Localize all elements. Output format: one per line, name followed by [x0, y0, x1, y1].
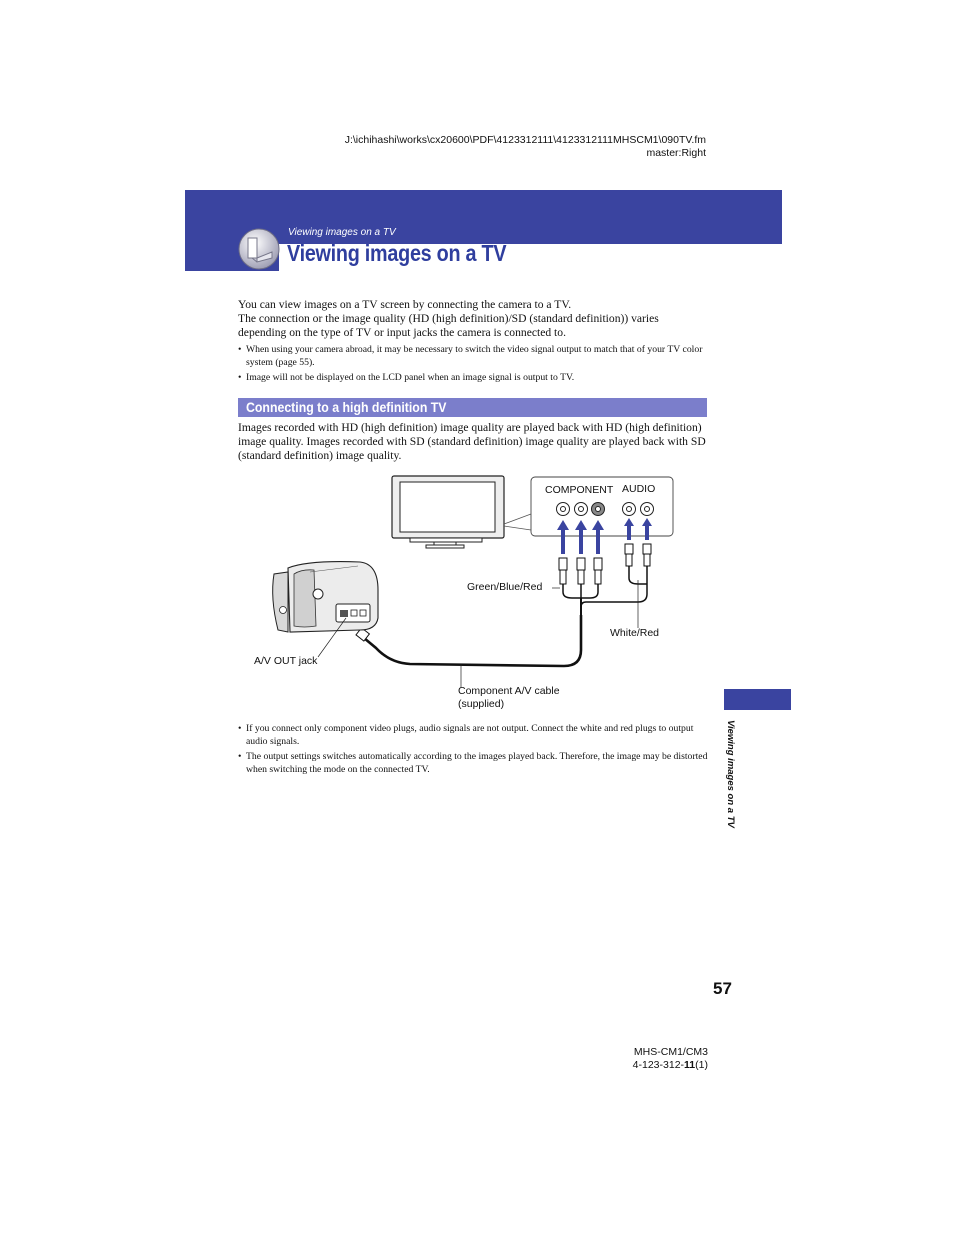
- part-number-prefix: 4-123-312-: [632, 1059, 685, 1071]
- intro-note-1: [238, 343, 708, 369]
- intro-note-2: [238, 371, 708, 384]
- bullet: •: [238, 723, 242, 734]
- master-label: master:Right: [646, 147, 706, 159]
- part-number-bold: 11: [684, 1059, 696, 1071]
- section-note-2: [238, 750, 708, 776]
- section-body: Images recorded with HD (high definition) image quality are played back with HD (high definition) image quality. Images recorded with SD (standard definition) image quality are played back with SD (standard definition) image quality.: [238, 421, 706, 462]
- note-text: When using your camera abroad, it may be necessary to switch the video signal output to match that of your TV color system (page 55).: [246, 344, 703, 368]
- intro-line-1: You can view images on a TV screen by connecting the camera to a TV.: [238, 298, 572, 311]
- section-heading: Connecting to a high definition TV: [246, 399, 447, 415]
- side-index-label: [722, 720, 750, 840]
- side-index-text: Viewing images on a TV: [725, 720, 736, 828]
- av-out-jack-label: A/V OUT jack: [254, 655, 318, 667]
- component-label: COMPONENT: [545, 484, 614, 496]
- chapter-tv-icon: [238, 228, 280, 270]
- model-name: MHS-CM1/CM3: [633, 1046, 708, 1058]
- part-number-suffix: (1): [695, 1059, 708, 1071]
- bullet: •: [238, 751, 242, 762]
- white-red-label: White/Red: [610, 627, 660, 639]
- file-path-text: J:\ichihashi\works\cx20600\PDF\4123312111\4123312111MHSCM1\090TV.fm: [344, 134, 706, 146]
- green-blue-red-label: Green/Blue/Red: [467, 581, 543, 593]
- intro-paragraph: [238, 298, 708, 340]
- page-title: Viewing images on a TV: [287, 240, 507, 266]
- section-note-1: [238, 722, 708, 748]
- bullet: •: [238, 344, 242, 355]
- part-number: [633, 1059, 708, 1072]
- connection-diagram: [250, 470, 690, 720]
- note-text: Image will not be displayed on the LCD panel when an image signal is output to TV.: [246, 372, 575, 383]
- cable-label: [458, 685, 560, 711]
- note-text: The output settings switches automatically according to the images played back. Therefore, the image may be distorted when switching the mode on the connected TV.: [246, 751, 708, 775]
- audio-label: AUDIO: [622, 483, 656, 495]
- intro-line-2: The connection or the image quality (HD (high definition)/SD (standard definition)) varies depending on the type of TV or input jacks the camera is connected to.: [238, 312, 659, 339]
- bullet: •: [238, 372, 242, 383]
- tv-illustration: [392, 476, 504, 548]
- side-index-tab: [724, 689, 791, 710]
- note-text: If you connect only component video plugs, audio signals are not output. Connect the white and red plugs to output audio signals.: [246, 723, 694, 747]
- cable-label-line-1: Component A/V cable: [458, 685, 560, 697]
- model-code: [633, 1046, 708, 1072]
- camera-illustration: [273, 562, 378, 632]
- file-path-header: [345, 134, 706, 160]
- page-number: 57: [713, 979, 732, 998]
- cable-plugs: [559, 544, 651, 584]
- banner-subtitle: Viewing images on a TV: [288, 227, 396, 238]
- cable-label-line-2: (supplied): [458, 698, 505, 710]
